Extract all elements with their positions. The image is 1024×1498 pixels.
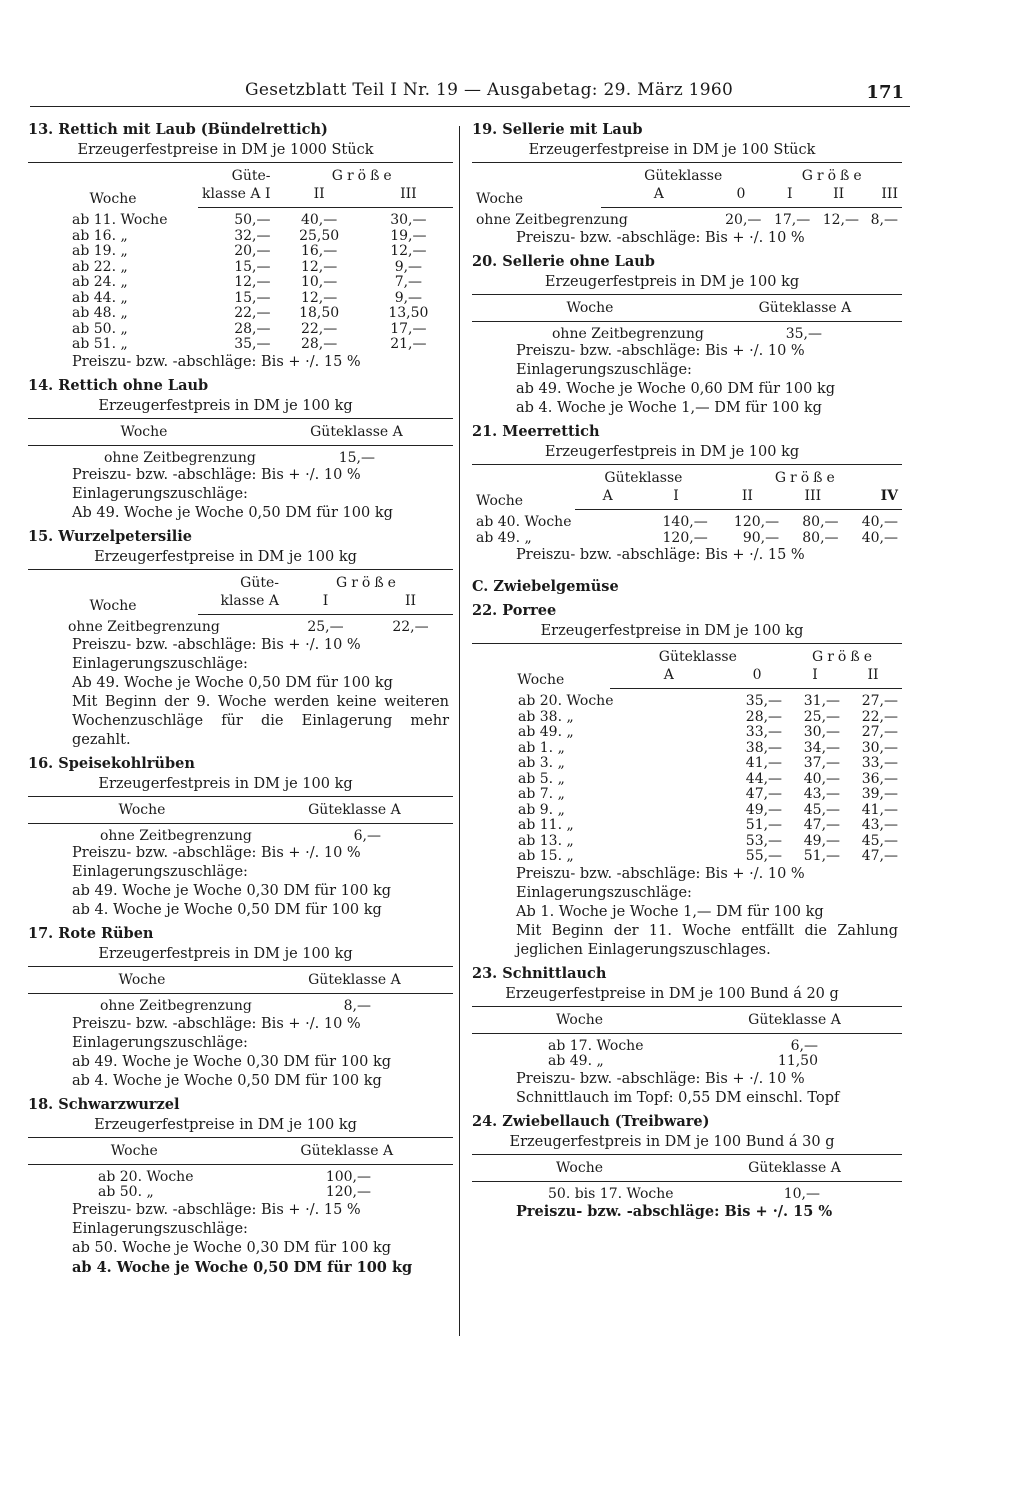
section-title: 13. Rettich mit Laub (Bündelrettich) <box>28 121 328 138</box>
cell-a: 50,— <box>234 212 271 228</box>
col-header-iii: III <box>364 185 453 208</box>
cell-a: 35,— <box>745 693 783 709</box>
col-header-gute: Güte- <box>198 570 283 593</box>
note-line: Preiszu- bzw. -abschläge: Bis + ·/. 10 % <box>516 1070 805 1087</box>
table-row <box>28 994 453 1015</box>
cell-i: 43,— <box>803 786 841 802</box>
table-row <box>472 787 902 803</box>
section-subtitle: Erzeugerfestpreise in DM je 1000 Stück <box>77 142 374 158</box>
cell-i: 31,— <box>803 693 841 709</box>
cell-a: 49,— <box>745 801 783 818</box>
section-subtitle: Erzeugerfestpreise in DM je 100 kg <box>540 623 804 639</box>
section-title: 20. Sellerie ohne Laub <box>472 252 655 270</box>
cell-w: ab 11. „ <box>518 817 574 833</box>
cell-i: 47,— <box>803 817 841 833</box>
cell-value: 8,— <box>343 998 371 1014</box>
note-line: ab 49. Woche je Woche 0,30 DM für 100 kg <box>72 883 392 899</box>
cell-iii: 80,— <box>802 529 839 546</box>
col-header-woche: Woche <box>472 294 708 321</box>
cell-i: 140,— <box>662 514 708 530</box>
header-title: Gesetzblatt Teil I Nr. 19 — Ausgabetag: 29. März 1960 <box>245 80 734 100</box>
cell-ii: 33,— <box>861 755 898 771</box>
cell-w: ab 9. „ <box>518 801 565 818</box>
cell-w: ab 49. „ <box>518 724 574 740</box>
table-row <box>472 1033 902 1054</box>
section-subtitle: Erzeugerfestpreis in DM je 100 Bund á 30 g <box>509 1133 835 1150</box>
cell-ii: 12,— <box>822 212 859 228</box>
section-16 <box>28 754 453 921</box>
cell-a: 53,— <box>745 832 783 849</box>
cell-i: 17,— <box>773 212 811 228</box>
cell-woche: 50. bis 17. Woche <box>548 1185 674 1202</box>
note-line: Ab 49. Woche je Woche 0,50 DM für 100 kg <box>72 674 393 691</box>
col-header-grosse: Größe <box>275 163 454 186</box>
cell-iii: 9,— <box>394 289 423 306</box>
cell-a: 15,— <box>234 289 271 306</box>
cell-ii: 47,— <box>861 848 898 864</box>
cell-ii: 28,— <box>300 336 338 352</box>
cell-a: 28,— <box>234 320 271 337</box>
note-line: ab 4. Woche je Woche 0,50 DM für 100 kg <box>72 1258 413 1276</box>
section-subtitle: Erzeugerfestpreise in DM je 100 Bund á 20 g <box>505 985 839 1002</box>
note-line: Preiszu- bzw. -abschläge: Bis + ·/. 10 % <box>72 467 361 483</box>
section-title: 24. Zwiebellauch (Treibware) <box>472 1112 710 1130</box>
cell-value: 35,— <box>785 325 822 342</box>
cell-ii: 30,— <box>861 739 898 756</box>
cell-ii: 45,— <box>861 832 898 849</box>
note-line: Preiszu- bzw. -abschläge: Bis + ·/. 10 % <box>516 343 805 359</box>
cell-w: ab 7. „ <box>518 786 565 802</box>
table-row <box>472 531 902 547</box>
price-note: Preiszu- bzw. -abschläge: Bis + ·/. 15 % <box>72 353 361 370</box>
col-header-gute: Güteklasse <box>575 465 712 488</box>
col-header-ii: II <box>814 185 863 208</box>
table-row <box>472 818 902 834</box>
col-header-grosse: Größe <box>786 644 902 667</box>
cell-a: 28,— <box>745 708 783 725</box>
cell-i: 51,— <box>803 848 841 864</box>
section-20 <box>472 252 902 419</box>
section-title: 15. Wurzelpetersilie <box>28 528 192 545</box>
col-header-woche: Woche <box>28 418 260 445</box>
col-header-gute: Güteklasse A <box>256 967 453 994</box>
cell-v: 120,— <box>325 1184 371 1200</box>
price-table <box>28 1137 453 1201</box>
note-line: Mit Beginn der 9. Woche werden keine weiteren Wochenzuschläge für die Einlagerung mehr gezahlt. <box>72 693 449 748</box>
section-24 <box>472 1112 902 1222</box>
col-header-woche: Woche <box>472 644 610 689</box>
cell-ii: 40,— <box>300 212 338 228</box>
cell-i: 49,— <box>803 832 841 849</box>
page-header <box>30 78 910 107</box>
table-row <box>28 823 453 844</box>
section-19 <box>472 120 902 248</box>
col-header-gute: Güte- <box>198 163 275 186</box>
col-header-woche: Woche <box>28 1137 241 1164</box>
col-header-iv: IV <box>843 487 902 510</box>
note-line: ab 4. Woche je Woche 0,50 DM für 100 kg <box>72 1072 382 1089</box>
table-row <box>472 510 902 531</box>
cell-w: ab 13. „ <box>518 832 574 849</box>
cell-a: 41,— <box>745 755 783 771</box>
note-line: Preiszu- bzw. -abschläge: Bis + ·/. 15 % <box>516 1203 833 1220</box>
price-table <box>472 1006 902 1070</box>
cell-iii: 8,— <box>870 212 898 228</box>
table-row <box>472 756 902 772</box>
section-13 <box>28 120 453 372</box>
cell-v: 6,— <box>790 1037 818 1054</box>
cell-w: ab 38. „ <box>518 708 574 725</box>
price-table <box>28 796 453 845</box>
cell-ii: 18,50 <box>299 305 340 321</box>
price-table <box>472 1154 902 1203</box>
note-line: ab 4. Woche je Woche 0,50 DM für 100 kg <box>72 902 382 918</box>
cell-v: 11,50 <box>777 1053 818 1069</box>
cell-value: 15,— <box>338 449 375 466</box>
note-line: Einlagerungszuschläge: <box>72 655 248 672</box>
table-row <box>472 834 902 850</box>
cell-iv: 40,— <box>861 514 898 530</box>
cell-ii: 36,— <box>861 770 898 787</box>
col-header-gute: Güteklasse <box>601 163 765 186</box>
cell-a: 32,— <box>234 227 271 244</box>
cell-i: 34,— <box>803 739 841 756</box>
col-header-gute: Güteklasse A <box>256 796 453 823</box>
price-table <box>472 643 902 865</box>
cell-iii: 12,— <box>390 243 427 259</box>
cell-iii: 21,— <box>390 336 427 352</box>
table-row <box>472 321 902 342</box>
cell-woche: ohne Zeitbegrenzung <box>100 998 252 1014</box>
cell-woche: ohne Zeitbegrenzung <box>476 212 628 228</box>
col-header-woche: Woche <box>472 163 601 208</box>
col-header-woche: Woche <box>28 163 198 208</box>
section-subtitle: Erzeugerfestpreise in DM je 100 Stück <box>528 142 816 158</box>
table-row <box>28 322 453 338</box>
note-line: Einlagerungszuschläge: <box>72 486 248 502</box>
note-line: ab 4. Woche je Woche 1,— DM für 100 kg <box>516 400 822 416</box>
col-header-woche: Woche <box>472 1006 687 1033</box>
table-row <box>472 803 902 819</box>
table-row <box>472 1181 902 1202</box>
note-line: Einlagerungszuschläge: <box>516 362 692 378</box>
section-title: 22. Porree <box>472 602 557 619</box>
section-subtitle: Erzeugerfestpreise in DM je 100 kg <box>94 549 357 565</box>
table-row <box>28 1164 453 1185</box>
group-title: C. Zwiebelgemüse <box>472 578 619 595</box>
left-column <box>28 118 453 1281</box>
note-line: Preiszu- bzw. -abschläge: Bis + ·/. 10 % <box>516 229 805 246</box>
note-line: Einlagerungszuschläge: <box>516 884 692 901</box>
col-header-0: 0 <box>717 185 766 208</box>
section-subtitle: Erzeugerfestpreise in DM je 100 kg <box>94 1116 357 1133</box>
col-header-woche: Woche <box>28 967 256 994</box>
cell-ii: 43,— <box>861 817 898 833</box>
cell-ii: 12,— <box>300 258 338 275</box>
cell-w: ab 44. „ <box>72 289 128 306</box>
cell-w: ab 19. „ <box>72 243 128 259</box>
cell-value: 10,— <box>783 1185 820 1202</box>
section-title: 17. Rote Rüben <box>28 925 154 942</box>
table-row <box>472 1054 902 1070</box>
cell-w: ab 51. „ <box>72 336 128 352</box>
cell-w: ab 5. „ <box>518 770 565 787</box>
cell-w: ab 40. Woche <box>476 514 572 530</box>
cell-w: ab 11. Woche <box>72 211 168 228</box>
table-row <box>28 291 453 307</box>
cell-a: 51,— <box>745 817 783 833</box>
cell-a: 20,— <box>234 243 271 259</box>
col-header-gute-2: klasse A <box>198 592 283 615</box>
col-header-ii: II <box>844 666 902 689</box>
col-header-gute: Güteklasse A <box>260 418 453 445</box>
col-header-a: A <box>610 666 728 689</box>
cell-i: 25,— <box>307 619 344 635</box>
cell-iii: 17,— <box>390 320 427 337</box>
table-row <box>28 337 453 353</box>
table-row <box>472 741 902 757</box>
section-subtitle: Erzeugerfestpreis in DM je 100 kg <box>98 946 353 962</box>
table-row <box>28 615 453 636</box>
cell-w: ab 50. „ <box>72 320 128 337</box>
section-22 <box>472 601 902 960</box>
col-header-i: I <box>765 185 814 208</box>
cell-ii: 27,— <box>861 724 898 740</box>
note-line: Preiszu- bzw. -abschläge: Bis + ·/. 10 % <box>516 865 805 882</box>
table-row <box>28 1185 453 1201</box>
section-15 <box>28 527 453 750</box>
cell-i: 40,— <box>803 770 841 787</box>
cell-a: 47,— <box>745 786 783 802</box>
cell-w: ab 20. Woche <box>98 1168 194 1185</box>
column-divider <box>459 126 460 1336</box>
col-header-i: I <box>283 592 368 615</box>
section-title: 23. Schnittlauch <box>472 964 607 982</box>
cell-woche: ohne Zeitbegrenzung <box>68 619 220 635</box>
table-row <box>28 445 453 466</box>
cell-ii: 16,— <box>300 243 338 259</box>
cell-woche: ohne Zeitbegrenzung <box>552 325 704 342</box>
cell-iii: 19,— <box>390 227 427 244</box>
col-header-gute: Güteklasse A <box>687 1006 902 1033</box>
cell-a: 20,— <box>725 212 762 228</box>
price-table <box>28 418 453 467</box>
section-21 <box>472 422 902 565</box>
cell-w: ab 1. „ <box>518 739 565 756</box>
col-header-woche: Woche <box>28 796 256 823</box>
cell-ii: 22,— <box>392 619 429 635</box>
note-line: ab 50. Woche je Woche 0,30 DM für 100 kg <box>72 1239 392 1256</box>
cell-a: 22,— <box>234 305 271 321</box>
col-header-grosse: Größe <box>712 465 902 488</box>
cell-i: 30,— <box>803 724 841 740</box>
table-row <box>472 208 902 229</box>
cell-i: 25,— <box>803 708 841 725</box>
cell-value: 6,— <box>353 827 381 844</box>
cell-iii: 9,— <box>394 258 423 275</box>
cell-a: 38,— <box>745 739 783 756</box>
table-row <box>472 849 902 865</box>
cell-ii: 22,— <box>861 708 898 725</box>
table-row <box>472 772 902 788</box>
price-table <box>28 569 453 636</box>
cell-w: ab 49. „ <box>548 1053 604 1069</box>
cell-a: 55,— <box>745 848 783 864</box>
note-line: ab 49. Woche je Woche 0,60 DM für 100 kg <box>516 381 836 397</box>
price-table <box>472 162 902 229</box>
cell-ii: 22,— <box>300 320 338 337</box>
cell-i: 120,— <box>662 529 708 546</box>
table-row <box>28 244 453 260</box>
cell-woche: ohne Zeitbegrenzung <box>100 827 252 844</box>
note-line: Einlagerungszuschläge: <box>72 1034 248 1051</box>
price-table <box>28 966 453 1015</box>
cell-ii: 27,— <box>861 693 898 709</box>
col-header-a: A <box>575 487 640 510</box>
cell-a: 35,— <box>234 336 271 352</box>
note-line: Preiszu- bzw. -abschläge: Bis + ·/. 10 % <box>72 845 361 861</box>
cell-ii: 41,— <box>861 801 898 818</box>
table-row <box>28 306 453 322</box>
cell-iii: 30,— <box>390 212 427 228</box>
cell-w: ab 48. „ <box>72 305 128 321</box>
col-header-gute: Güteklasse A <box>708 294 902 321</box>
table-row <box>472 710 902 726</box>
size-i: I <box>264 186 271 202</box>
table-row <box>28 260 453 276</box>
col-header-0: 0 <box>728 666 786 689</box>
cell-a: 15,— <box>234 258 271 275</box>
note-line: Preiszu- bzw. -abschläge: Bis + ·/. 15 % <box>516 547 805 563</box>
cell-w: ab 50. „ <box>98 1184 154 1200</box>
page-number: 171 <box>866 82 904 103</box>
cell-w: ab 20. Woche <box>518 693 614 709</box>
section-23 <box>472 964 902 1108</box>
col-header-ii: II <box>275 185 364 208</box>
note-line: ab 49. Woche je Woche 0,30 DM für 100 kg <box>72 1053 392 1070</box>
cell-iii: 13,50 <box>388 305 429 321</box>
col-header-woche: Woche <box>472 465 575 510</box>
cell-ii: 25,50 <box>299 227 340 244</box>
section-title: 19. Sellerie mit Laub <box>472 121 643 138</box>
col-header-iii: III <box>863 185 902 208</box>
table-row <box>28 275 453 291</box>
note-line: Schnittlauch im Topf: 0,55 DM einschl. Topf <box>516 1089 840 1106</box>
price-table <box>472 464 902 546</box>
note-line: Einlagerungszuschläge: <box>72 1220 248 1237</box>
cell-w: ab 22. „ <box>72 258 128 275</box>
price-table <box>472 294 902 343</box>
note-line: Mit Beginn der 11. Woche entfällt die Zahlung jeglichen Einlagerungszuschlages. <box>516 922 898 958</box>
cell-w: ab 3. „ <box>518 755 565 771</box>
col-header-a: A <box>601 185 717 208</box>
section-14 <box>28 376 453 524</box>
col-header-woche: Woche <box>472 1154 687 1181</box>
cell-iii: 7,— <box>394 274 423 290</box>
cell-w: ab 49. „ <box>476 529 532 546</box>
note-line: Preiszu- bzw. -abschläge: Bis + ·/. 15 % <box>72 1201 361 1218</box>
section-subtitle: Erzeugerfestpreis in DM je 100 kg <box>98 775 353 792</box>
note-line: Preiszu- bzw. -abschläge: Bis + ·/. 10 % <box>72 1015 361 1032</box>
section-c <box>472 577 902 597</box>
col-header-grosse: Größe <box>283 570 453 593</box>
cell-ii: 39,— <box>861 786 898 802</box>
col-header-ii: II <box>368 592 453 615</box>
col-header-ii: II <box>712 487 783 510</box>
col-header-i: I <box>640 487 711 510</box>
note-line: Ab 1. Woche je Woche 1,— DM für 100 kg <box>516 903 824 920</box>
col-header-grosse: Größe <box>765 163 902 186</box>
cell-w: ab 24. „ <box>72 274 128 290</box>
col-header-gute: Güteklasse <box>610 644 786 667</box>
cell-iv: 40,— <box>861 529 898 546</box>
section-title: 16. Speisekohlrüben <box>28 754 195 772</box>
section-17 <box>28 924 453 1091</box>
section-subtitle: Erzeugerfestpreis in DM je 100 kg <box>98 397 353 414</box>
table-row <box>472 725 902 741</box>
cell-woche: ohne Zeitbegrenzung <box>104 449 256 466</box>
section-subtitle: Erzeugerfestpreis in DM je 100 kg <box>544 273 800 290</box>
cell-a: 33,— <box>745 724 783 740</box>
cell-iii: 80,— <box>802 514 839 530</box>
cell-ii: 12,— <box>300 289 338 306</box>
note-line: Einlagerungszuschläge: <box>72 864 248 880</box>
section-title: 14. Rettich ohne Laub <box>28 376 209 394</box>
table-row <box>472 689 902 710</box>
col-header-iii: III <box>783 487 842 510</box>
cell-w: ab 17. Woche <box>548 1037 644 1054</box>
col-header-woche: Woche <box>28 570 198 615</box>
section-18 <box>28 1095 453 1277</box>
section-title: 21. Meerrettich <box>472 423 600 440</box>
col-header-gute-2 <box>198 185 275 208</box>
section-subtitle: Erzeugerfestpreis in DM je 100 kg <box>544 444 800 460</box>
col-header-gute: Güteklasse A <box>241 1137 454 1164</box>
cell-v: 100,— <box>325 1168 371 1185</box>
table-row <box>28 229 453 245</box>
col-header-i: I <box>786 666 844 689</box>
cell-i: 37,— <box>803 755 841 771</box>
note-line: Preiszu- bzw. -abschläge: Bis + ·/. 10 % <box>72 636 361 653</box>
cell-ii: 120,— <box>733 514 780 530</box>
table-row <box>28 208 453 229</box>
section-title: 18. Schwarzwurzel <box>28 1095 180 1113</box>
gute-label: klasse A <box>202 186 261 202</box>
cell-ii: 10,— <box>300 274 338 290</box>
cell-i: 45,— <box>803 801 841 818</box>
cell-w: ab 16. „ <box>72 227 128 244</box>
note-line: Ab 49. Woche je Woche 0,50 DM für 100 kg <box>72 505 393 521</box>
cell-ii: 90,— <box>742 529 780 546</box>
cell-a: 12,— <box>234 274 271 290</box>
cell-a: 44,— <box>745 770 783 787</box>
right-column <box>472 118 902 1225</box>
cell-w: ab 15. „ <box>518 848 574 864</box>
col-header-gute: Güteklasse A <box>687 1154 902 1181</box>
price-table <box>28 162 453 353</box>
